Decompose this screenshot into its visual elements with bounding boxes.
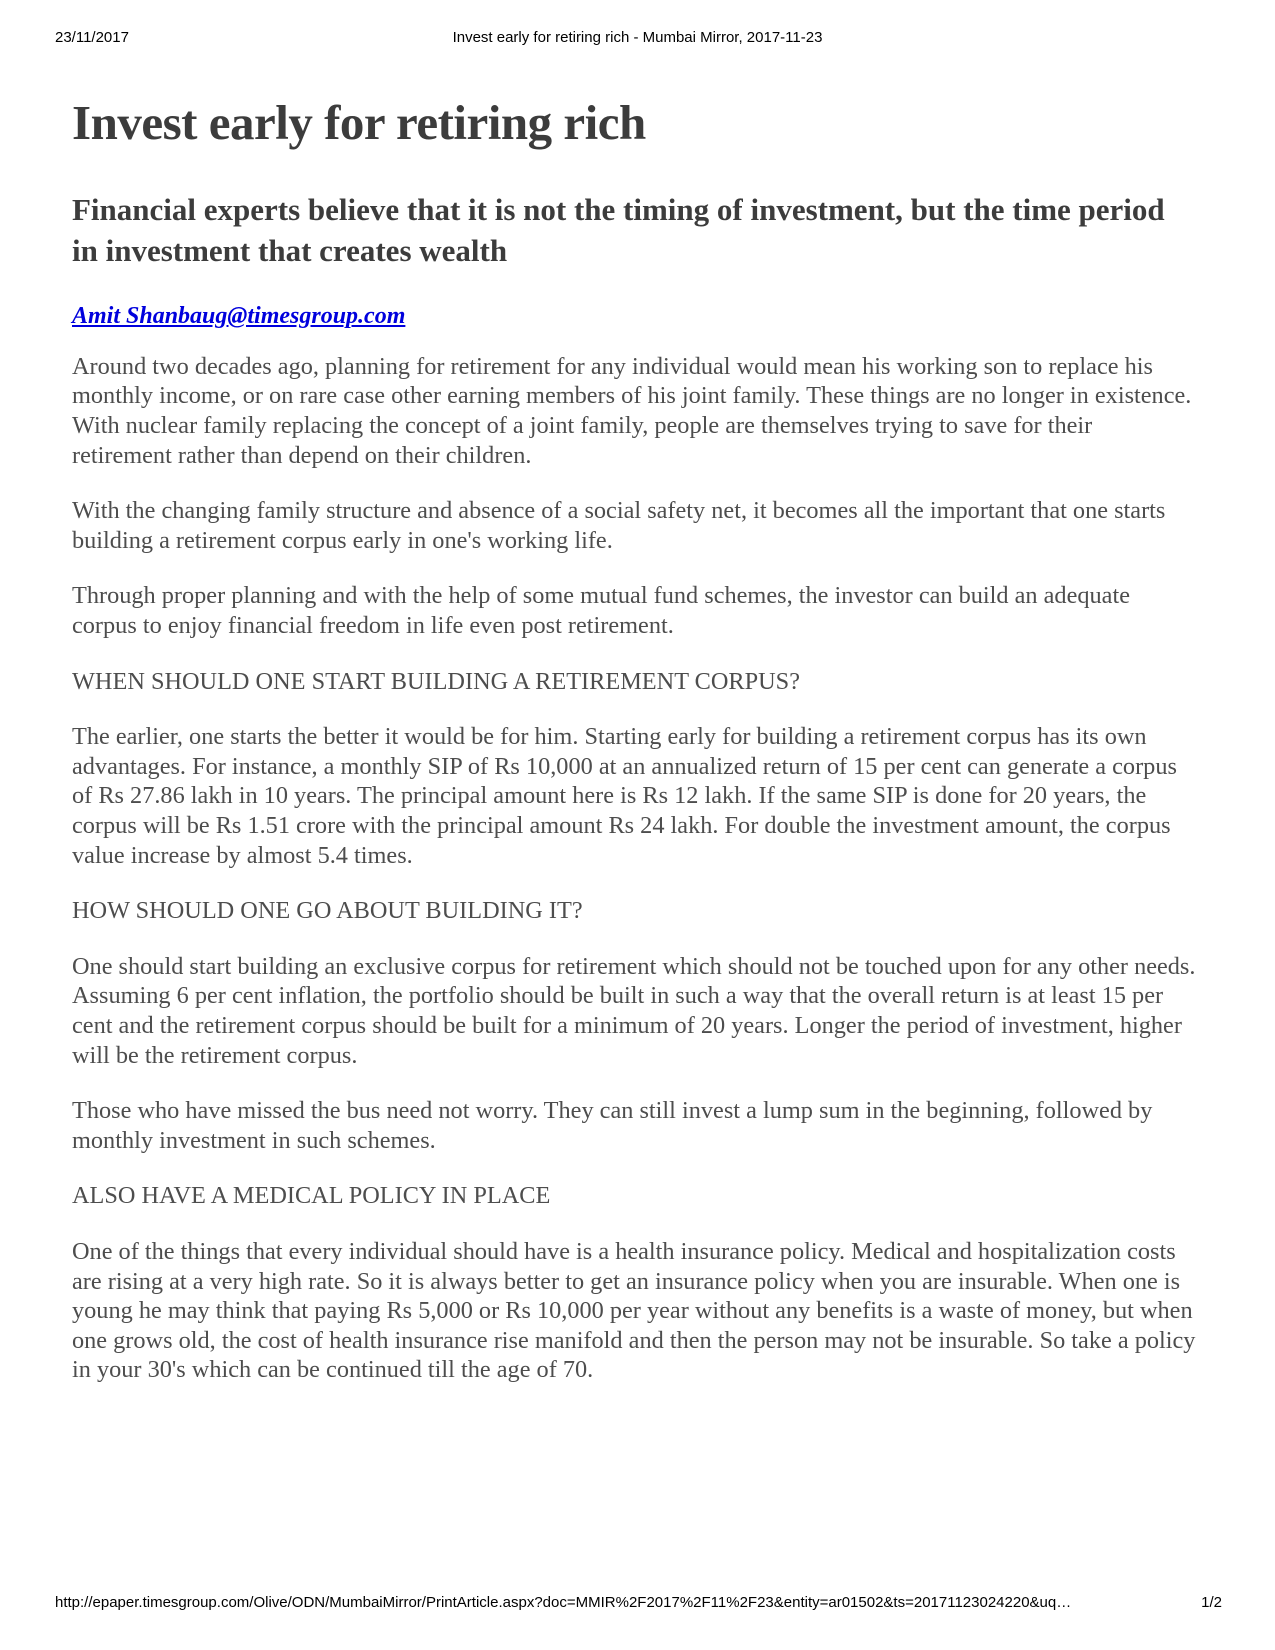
article-body: [72, 352, 1198, 1385]
print-footer-page-number: 1/2: [1201, 1594, 1222, 1611]
print-footer-url: http://epaper.timesgroup.com/Olive/ODN/MumbaiMirror/PrintArticle.aspx?doc=MMIR%2F2017%2F11%2F23&entity=ar01502&ts=20171123024220&uq…: [55, 1594, 1072, 1611]
article-paragraph: Those who have missed the bus need not worry. They can still invest a lump sum in the beginning, followed by monthly investment in such schemes.: [72, 1097, 1153, 1154]
article-paragraph: One should start building an exclusive corpus for retirement which should not be touched upon for any other needs. Assuming 6 per cent inflation, the portfolio should be built in such a way that the overall return is at least 15 per cent and the retirement corpus should be built for a minimum of 20 years. Longer the period of investment, higher will be the retirement corpus.: [72, 952, 1196, 1069]
article-title: Invest early for retiring rich: [72, 95, 646, 150]
byline-link[interactable]: Amit Shanbaug@timesgroup.com: [72, 302, 406, 329]
section-heading-how-to-build: HOW SHOULD ONE GO ABOUT BUILDING IT?: [72, 897, 583, 925]
article-subtitle: Financial experts believe that it is not the timing of investment, but the time period in investment that creates wealth: [72, 191, 1165, 268]
section-heading-retirement-corpus: WHEN SHOULD ONE START BUILDING A RETIREMENT CORPUS?: [72, 667, 800, 695]
section-heading-medical-policy: ALSO HAVE A MEDICAL POLICY IN PLACE: [72, 1182, 551, 1210]
print-header-document-title: Invest early for retiring rich - Mumbai Mirror, 2017-11-23: [452, 29, 823, 46]
article-paragraph: Through proper planning and with the help of some mutual fund schemes, the investor can build an adequate corpus to enjoy financial freedom in life even post retirement.: [72, 582, 1130, 640]
article-paragraph: One of the things that every individual should have is a health insurance policy. Medical and hospitalization costs are rising at a very high rate. So it is always better to get an insurance policy when you are insurable. When one is young he may think that paying Rs 5,000 or Rs 10,000 per year without any benefits is a waste of money, but when one grows old, the cost of health insurance rise manifold and then the person may not be insurable. So take a policy in your 30's which can be continued till the age of 70.: [72, 1237, 1196, 1384]
print-header-date: 23/11/2017: [55, 29, 129, 46]
article-paragraph: With the changing family structure and absence of a social safety net, it becomes all the important that one starts building a retirement corpus early in one's working life.: [72, 497, 1166, 554]
article-content: [72, 96, 1198, 1385]
article-paragraph: Around two decades ago, planning for retirement for any individual would mean his working son to replace his monthly income, or on rare case other earning members of his joint family. These things are no longer in existence. With nuclear family replacing the concept of a joint family, people are themselves trying to save for their retirement rather than depend on their children.: [72, 352, 1192, 469]
article-paragraph: The earlier, one starts the better it would be for him. Starting early for building a retirement corpus has its own advantages. For instance, a monthly SIP of Rs 10,000 at an annualized return of 15 per cent can generate a corpus of Rs 27.86 lakh in 10 years. The principal amount here is Rs 12 lakh. If the same SIP is done for 20 years, the corpus will be Rs 1.51 crore with the principal amount Rs 24 lakh. For double the investment amount, the corpus value increase by almost 5.4 times.: [72, 723, 1177, 869]
